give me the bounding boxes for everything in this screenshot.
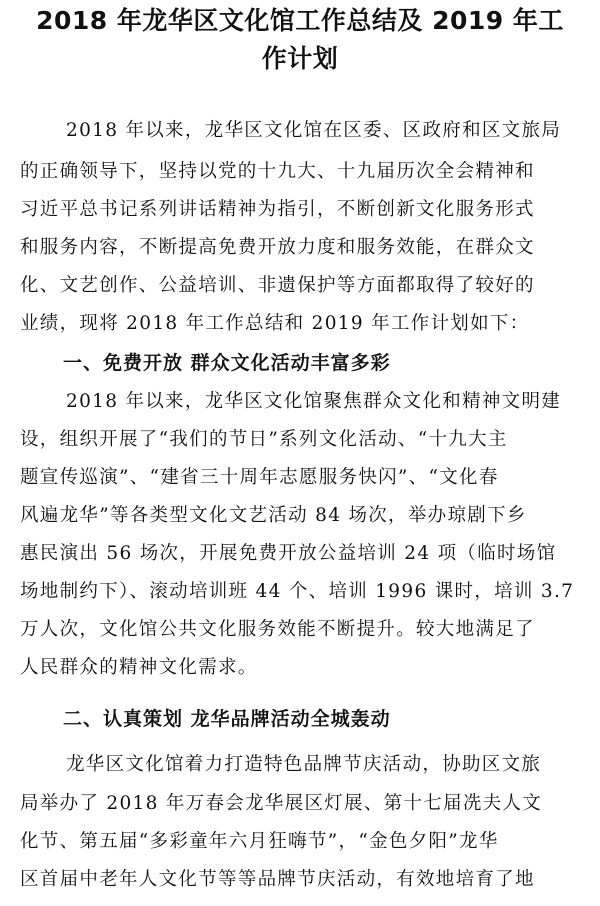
section2-line: 化节、第五届“多彩童年六月狂嗨节”，“金色夕阳”龙华 [20,831,499,852]
section2-line: 区首届中老年人文化节等等品牌节庆活动，有效地培育了地 [20,869,535,890]
intro-line: 2018 年以来，龙华区文化馆在区委、区政府和区文旅局 [66,120,562,141]
title-line-1: 2018 年龙华区文化馆工作总结及 2019 年工 [36,6,564,35]
intro-line: 习近平总书记系列讲话精神为指引，不断创新文化服务形式 [20,199,535,220]
section1-line: 2018 年以来，龙华区文化馆聚焦群众文化和精神文明建 [66,391,562,412]
intro-line: 业绩，现将 2018 年工作总结和 2019 年工作计划如下： [20,313,530,334]
section1-line: 场地制约下）、滚动培训班 44 个、培训 1996 课时，培训 3.7 [20,581,575,602]
intro-line: 的正确领导下，坚持以党的十九大、十九届历次全会精神和 [20,161,535,182]
intro-line: 化、文艺创作、公益培训、非遗保护等方面都取得了较好的 [20,275,535,296]
section1-line: 万人次，文化馆公共文化服务效能不断提升。较大地满足了 [20,619,535,640]
section1-line: 惠民演出 56 场次，开展免费开放公益培训 24 项（临时场馆 [20,543,557,564]
section1-line: 设，组织开展了“我们的节日”系列文化活动、“十九大主 [20,429,508,450]
section-heading-2: 二、认真策划 龙华品牌活动全城轰动 [63,708,391,730]
title-line-2: 作计划 [261,44,339,73]
document-title [0,2,600,78]
section1-line: 风遍龙华”等各类型文化文艺活动 84 场次，举办琼剧下乡 [20,505,527,526]
intro-line: 和服务内容，不断提高免费开放力度和服务效能，在群众文 [20,237,535,258]
section1-line: 题宣传巡演”、“建省三十周年志愿服务快闪”、“文化春 [20,467,499,488]
section-heading-1: 一、免费开放 群众文化活动丰富多彩 [63,352,391,374]
section2-line: 龙华区文化馆着力打造特色品牌节庆活动，协助区文旅 [66,754,542,775]
section2-line: 局举办了 2018 年万春会龙华展区灯展、第十七届冼夫人文 [20,793,543,814]
section1-line: 人民群众的精神文化需求。 [20,657,258,678]
